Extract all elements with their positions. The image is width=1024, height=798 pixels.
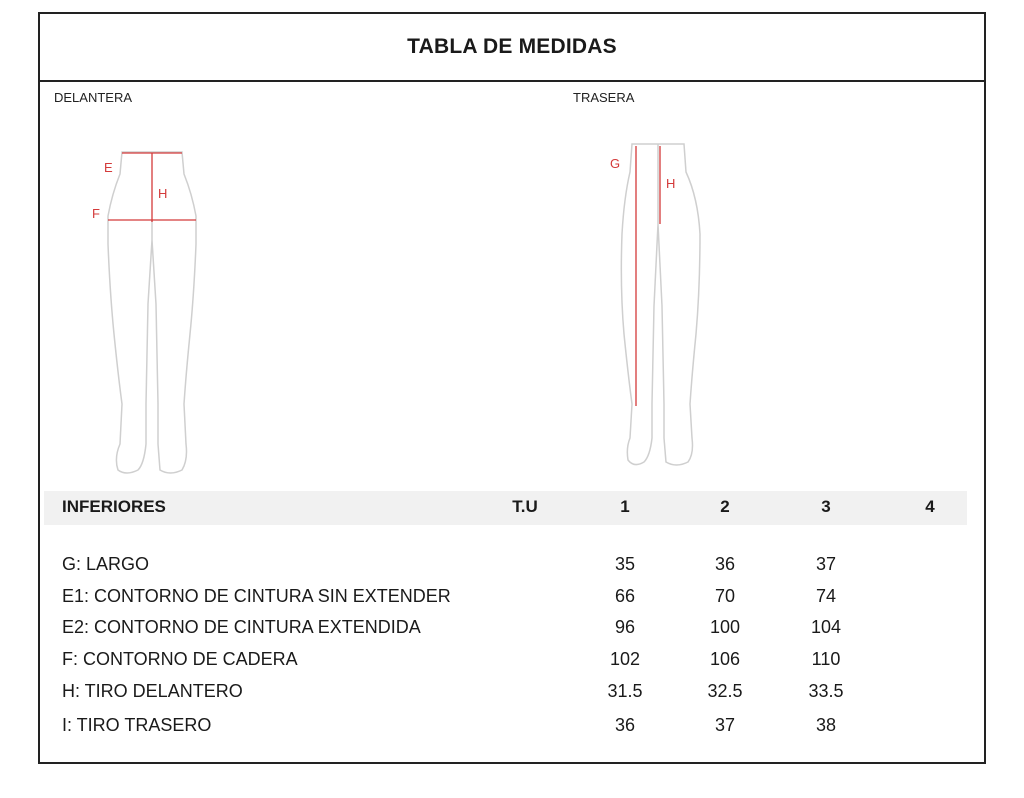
front-view-label: DELANTERA: [54, 90, 133, 105]
cell-value: 31.5: [607, 681, 643, 701]
row-label: I: TIRO TRASERO: [62, 715, 212, 735]
cell-value: 104: [810, 617, 842, 637]
header-inferiores: INFERIORES: [62, 497, 166, 516]
table-row: [40, 549, 984, 579]
cell-value: 35: [614, 554, 636, 574]
label-h: H: [158, 186, 168, 201]
row-label: E1: CONTORNO DE CINTURA SIN EXTENDER: [62, 586, 451, 606]
label-f: F: [92, 206, 100, 221]
label-e: E: [104, 160, 113, 175]
cell-value: 32.5: [707, 681, 743, 701]
header-size-2: 2: [720, 497, 730, 516]
front-leggings-figure: [92, 144, 210, 484]
header-size-3: 3: [821, 497, 831, 516]
cell-value: 37: [815, 554, 837, 574]
table-row: [40, 581, 984, 611]
table-row: [40, 710, 984, 740]
row-label: G: LARGO: [62, 554, 150, 574]
header-tu: T.U: [512, 497, 538, 516]
table-header: [44, 491, 967, 525]
cell-value: 38: [815, 715, 837, 735]
cell-value: 36: [714, 554, 736, 574]
row-label: H: TIRO DELANTERO: [62, 681, 243, 701]
row-label: E2: CONTORNO DE CINTURA EXTENDIDA: [62, 617, 421, 637]
cell-value: 37: [714, 715, 736, 735]
header-size-4: 4: [925, 497, 935, 516]
table-row: [40, 676, 984, 706]
cell-value: 66: [614, 586, 636, 606]
back-view-label: TRASERA: [573, 90, 635, 105]
cell-value: 36: [614, 715, 636, 735]
size-chart: [38, 12, 986, 764]
cell-value: 96: [614, 617, 636, 637]
title-bar: [40, 14, 984, 82]
cell-value: 106: [709, 649, 741, 669]
cell-value: 74: [815, 586, 837, 606]
back-leggings-figure: [610, 138, 730, 478]
row-label: F: CONTORNO DE CADERA: [62, 649, 298, 669]
label-g: G: [610, 156, 621, 171]
cell-value: 100: [709, 617, 741, 637]
table-row: [40, 612, 984, 642]
table-row: [40, 644, 984, 674]
cell-value: 102: [609, 649, 641, 669]
page-title: TABLA DE MEDIDAS: [407, 35, 617, 58]
cell-value: 70: [714, 586, 736, 606]
cell-value: 110: [811, 649, 841, 669]
label-h-back: H: [666, 176, 676, 191]
header-size-1: 1: [620, 497, 630, 516]
cell-value: 33.5: [808, 681, 844, 701]
